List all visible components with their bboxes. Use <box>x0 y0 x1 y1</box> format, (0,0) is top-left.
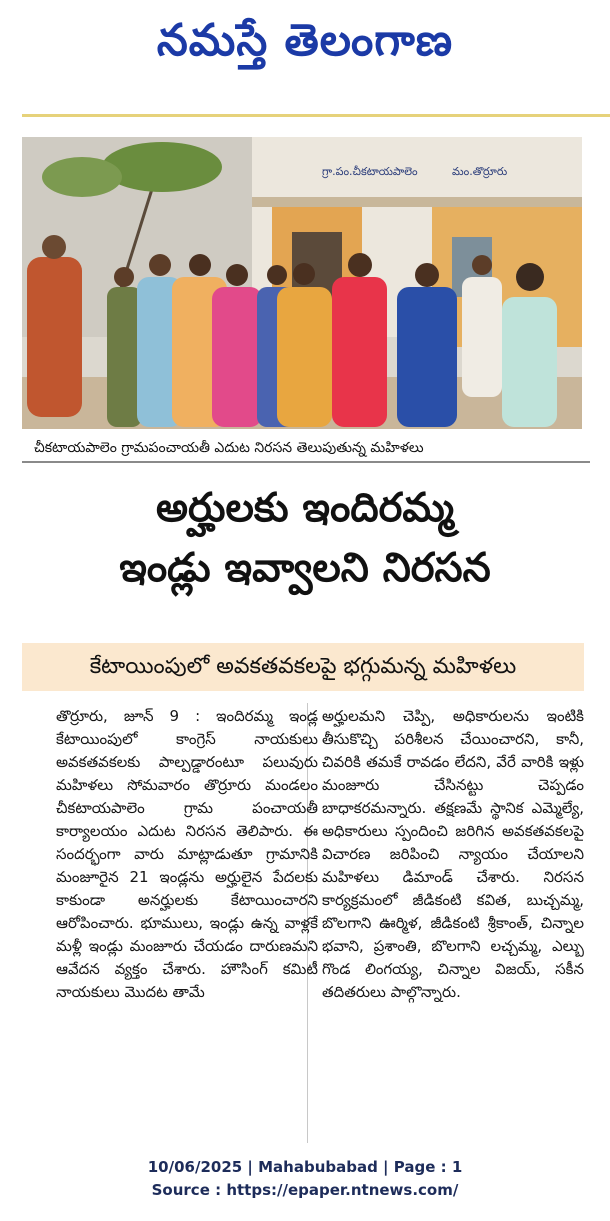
headline-line-2: ఇండ్లు ఇవ్వాలని నిరసన <box>119 545 491 591</box>
article-headline <box>20 478 590 598</box>
newspaper-title: నమస్తే తెలంగాణ <box>156 15 454 66</box>
footer-date-edition: 10/06/2025 | Mahabubabad | Page : 1 <box>147 1158 463 1176</box>
article-body-right: అర్హులమని చెప్పి, అధికారులను ఇంటికి తీసుకొచ్చి పరిశీలన చేయించారని, కానీ, చివరికి తమకే రావడం లేదని, వేరే వారికి ఇళ్లు మంజూరు చేసినట్టు చెప్పడం బాధాకరమన్నారు. తక్షణమే స్థానిక ఎమ్మెల్యే, అధికారులు స్పందించి జరిగిన అవకతవకలపై విచారణ జరిపించి న్యాయం చేయాలని మహిళలు డిమాండ్ చేశారు. నిరసన కార్యక్రమంలో జీడికంటి కవిత, బుచ్చమ్మ, బొలగాని ఊర్మిళ, జీడికంటి శ్రీకాంత్, చిన్నాల భవాని, ప్రశాంతి, బొలగాని లచ్చమ్మ, ఎల్బు గొండ లింగయ్య, చిన్నాల విజయ్, సకీన తదితరులు పాల్గొన్నారు. <box>322 707 584 1001</box>
article-subheadline: కేటాయింపులో అవకతవకలపై భగ్గుమన్న మహిళలు <box>22 643 584 691</box>
article-column-right <box>322 705 584 1004</box>
sign-text-village: గ్రా.పం.చీకటాయపాలెం <box>322 165 418 178</box>
sign-text-mandal: మం.తొర్రూరు <box>452 165 508 178</box>
article-body-left: తొర్రూరు, జూన్ 9 : ఇందిరమ్మ ఇండ్ల కేటాయింపులో కాంగ్రెస్ నాయకులు అవకతవకలకు పాల్పడ్డారంటూ పలువురు మహిళలు సోమవారం తొర్రూరు మండలం చీకటాయపాలెం గ్రామ పంచాయతీ కార్యాలయం ఎదుట నిరసన తెలిపారు. ఈ సందర్భంగా వారు మాట్లాడుతూ గ్రామానికి మంజూరైన 21 ఇండ్లను అర్హులైన పేదలకు కాకుండా అనర్హులకు కేటాయించారని ఆరోపించారు. భూములు, ఇండ్లు ఉన్న వాళ్లకే మళ్లీ ఇండ్లు మంజూరు చేయడం దారుణమని ఆవేదన వ్యక్తం చేశారు. హౌసింగ్ కమిటీ నాయకులు మొదట తామే <box>56 707 318 1001</box>
article-column-left <box>56 705 318 1004</box>
protest-photo-illustration <box>22 137 582 429</box>
photo-caption: చీకటాయపాలెం గ్రామపంచాయతీ ఎదుట నిరసన తెలుపుతున్న మహిళలు <box>22 433 590 463</box>
masthead <box>0 0 610 100</box>
news-photo <box>22 137 582 429</box>
headline-line-1: అర్హులకు ఇందిరమ్మ <box>155 485 455 531</box>
footer-source: Source : https://epaper.ntnews.com/ <box>151 1181 459 1199</box>
header-divider <box>22 114 610 117</box>
